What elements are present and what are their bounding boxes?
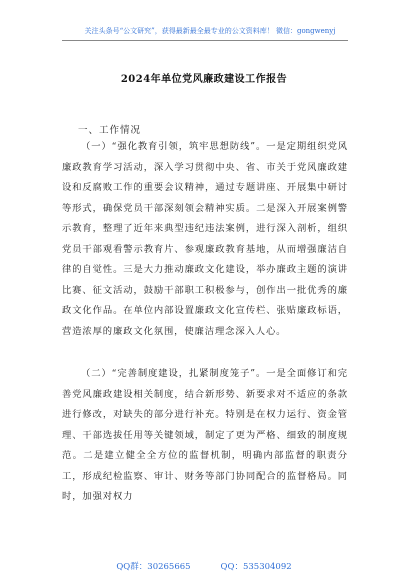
footer-qq-number: QQ：535304092 [220,562,292,572]
section-heading: 一、工作情况 [78,125,142,136]
document-title: 2024年单位党风廉政建设工作报告 [120,74,288,85]
footer-contact [0,560,408,572]
paragraph-2: （二）“完善制度建设，扎紧制度笼子”。一是全面修订和完善党风廉政建设相关制度，结合新形势、新要求对不适应的条款进行修改，对缺失的部分进行补充。特别是在权力运行、资金管理、干部选拔任用等关键领域，制定了更为严格、细致的制度规范。二是建立健全全方位的监督机制，明确内部监督的职责分工，形成纪检监察、审计、财务等部门协同配合的监督格局。同时，加强对权力 [62,368,348,502]
header-banner: 关注头条号“公文研究”，获得最新最全最专业的公文资料库！ 微信：gongwenyj [84,27,336,35]
footer-qq-group: QQ群：30265665 [116,562,191,572]
header-divider [62,40,348,41]
paragraph-1: （一）“强化教育引领，筑牢思想防线”。一是定期组织党风廉政教育学习活动，深入学习贯彻中央、省、市关于党风廉政建设和反腐败工作的重要会议精神，通过专题讲座、开展集中研讨等形式，确保党员干部深刻领会精神实质。二是深入开展案例警示教育，整理了近年来典型违纪违法案例，进行深入剖析，组织党员干部观看警示教育片、参观廉政教育基地，从而增强廉洁自律的自觉性。三是大力推动廉政文化建设，举办廉政主题的演讲比赛、征文活动，鼓励干部职工积极参与，创作出一批优秀的廉政文化作品。在单位内部设置廉政文化宣传栏、张贴廉政标语，营造浓厚的廉政文化氛围，使廉洁理念深入人心。 [62,141,348,337]
